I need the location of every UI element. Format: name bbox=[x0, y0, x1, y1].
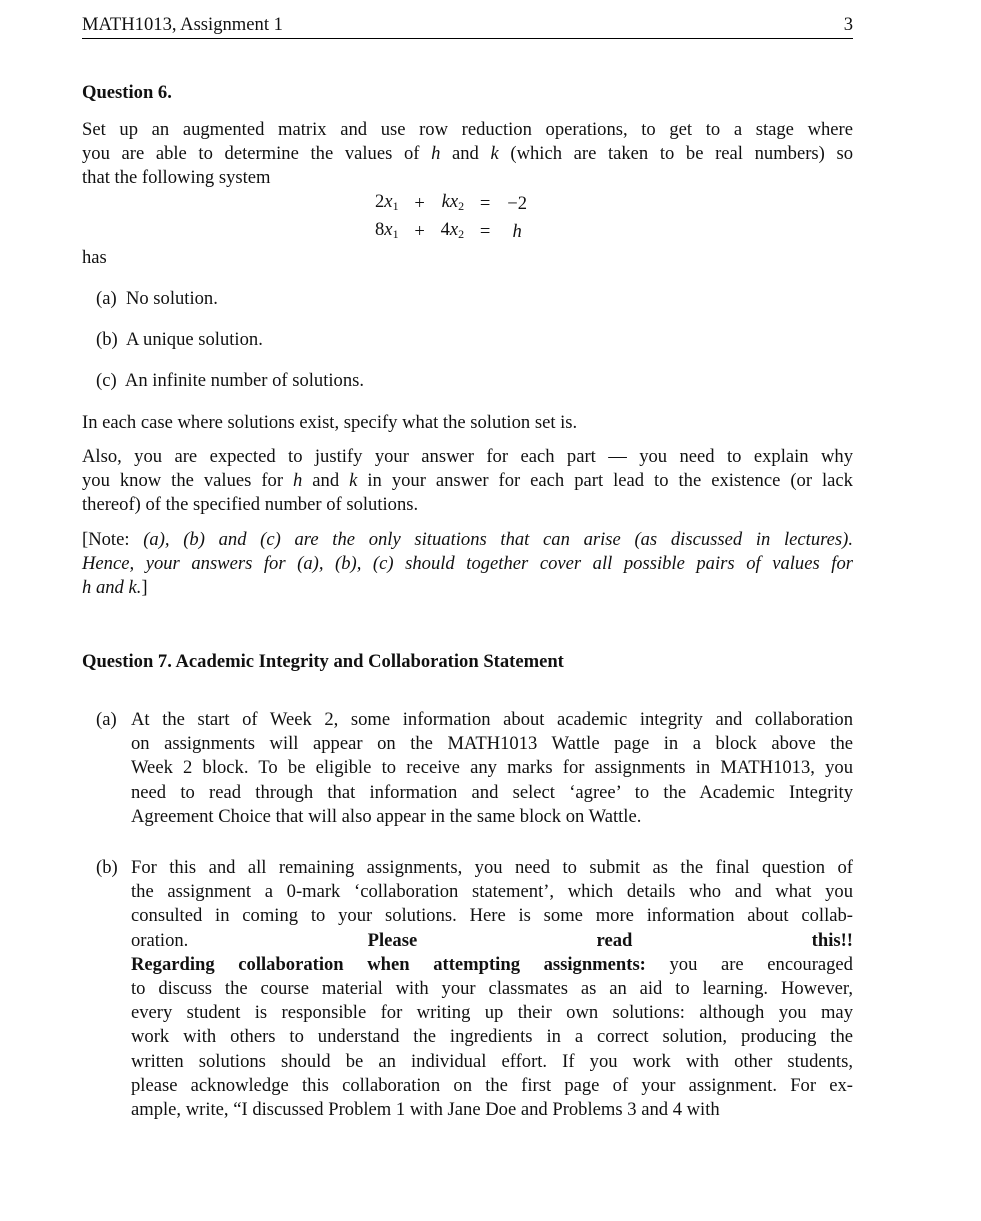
text-run: you are encouraged bbox=[645, 953, 853, 975]
q6-note bbox=[82, 528, 853, 601]
text-line bbox=[82, 493, 853, 517]
page-number: 3 bbox=[843, 14, 853, 35]
part-a: (a) No solution. bbox=[96, 288, 218, 309]
text-run: k bbox=[349, 470, 358, 492]
text-line bbox=[131, 781, 853, 805]
q7-b-text bbox=[131, 856, 853, 1122]
text-line bbox=[131, 1098, 853, 1122]
text-line bbox=[131, 805, 853, 829]
header-title: MATH1013, Assignment 1 bbox=[82, 14, 283, 35]
text-run: ] bbox=[141, 577, 148, 599]
text-line bbox=[131, 1025, 853, 1049]
question-7-heading: Question 7. Academic Integrity and Collaboration Statement bbox=[82, 651, 564, 672]
text-run: in your answer for each part lead to the existence (or lack bbox=[357, 470, 853, 492]
text-run: Please read this!! bbox=[367, 929, 853, 951]
text-line bbox=[131, 708, 853, 732]
text-run: For this and all remaining assignments, you need to submit as the final question of bbox=[131, 857, 853, 878]
text-line bbox=[82, 552, 853, 576]
text-run: every student is responsible for writing up their own solutions: although you may bbox=[131, 1002, 853, 1024]
text-run: Week 2 block. To be eligible to receive any marks for assignments in MATH1013, you bbox=[131, 757, 853, 779]
text-run: on assignments will appear on the MATH1013 Wattle page in a block above the bbox=[131, 733, 853, 755]
text-line bbox=[131, 880, 853, 904]
q7-b-label: (b) bbox=[96, 857, 118, 878]
text-line bbox=[82, 445, 853, 469]
question-6-heading: Question 6. bbox=[82, 82, 172, 103]
text-run: you are able to determine the values of bbox=[82, 143, 432, 165]
text-line bbox=[82, 576, 853, 600]
text-line bbox=[131, 1050, 853, 1074]
text-run: you know the values for bbox=[82, 470, 294, 492]
text-run: [Note: bbox=[82, 529, 144, 550]
text-line bbox=[131, 904, 853, 928]
text-line bbox=[131, 856, 853, 880]
text-run: Agreement Choice that will also appear in the same block on Wattle. bbox=[131, 805, 642, 827]
text-run: please acknowledge this collaboration on the first page of your assignment. For ex- bbox=[131, 1074, 853, 1096]
q6-justify bbox=[82, 445, 853, 518]
text-line bbox=[82, 118, 853, 142]
text-run: At the start of Week 2, some information about academic integrity and collaboration bbox=[131, 709, 853, 730]
text-run: and bbox=[302, 470, 350, 492]
part-c: (c) An infinite number of solutions. bbox=[96, 370, 365, 391]
text-run: Hence, your answers for (a), (b), (c) should together cover all possible pairs of values for bbox=[82, 553, 853, 575]
part-b: (b) A unique solution. bbox=[96, 329, 263, 350]
q6-each-case bbox=[82, 411, 853, 435]
text-line bbox=[131, 953, 853, 977]
text-run: h bbox=[431, 143, 441, 165]
text-line bbox=[82, 142, 853, 166]
text-line bbox=[131, 756, 853, 780]
text-run: thereof) of the specified number of solutions. bbox=[82, 494, 419, 516]
q7-a-label: (a) bbox=[96, 709, 117, 730]
has-text: has bbox=[82, 247, 107, 268]
equation-row: $2x_1$ + $kx_2$ = −2 bbox=[375, 191, 528, 214]
q7-a-text bbox=[131, 708, 853, 829]
text-line bbox=[131, 732, 853, 756]
text-run: that the following system bbox=[82, 167, 271, 189]
text-run: consulted in coming to your solutions. Here is some more information about collab- bbox=[131, 905, 853, 927]
text-line bbox=[82, 166, 853, 190]
text-run: work with others to understand the ingredients in a correct solution, producing the bbox=[131, 1026, 853, 1048]
page-header bbox=[82, 12, 853, 39]
text-run: and bbox=[440, 143, 491, 165]
equation-row: $8x_1$ + $4x_2$ = h bbox=[375, 219, 522, 242]
text-line bbox=[131, 1074, 853, 1098]
text-run: the assignment a 0-mark ‘collaboration statement’, which details who and what you bbox=[131, 881, 853, 903]
text-line bbox=[131, 1001, 853, 1025]
text-run: written solutions should be an individual effort. If you work with other students, bbox=[131, 1050, 853, 1072]
text-line bbox=[82, 411, 853, 435]
q6-intro bbox=[82, 118, 853, 191]
text-run: ample, write, “I discussed Problem 1 with Jane Doe and Problems 3 and 4 with bbox=[131, 1098, 720, 1120]
text-run: Also, you are expected to justify your answer for each part — you need to explain why bbox=[82, 446, 853, 467]
text-line bbox=[82, 528, 853, 552]
text-line bbox=[131, 929, 853, 953]
text-run: Set up an augmented matrix and use row reduction operations, to get to a stage where bbox=[82, 119, 853, 140]
text-run: h bbox=[293, 470, 303, 492]
text-run: Regarding collaboration when attempting assignments: bbox=[131, 953, 646, 975]
text-run: to discuss the course material with your classmates as an aid to learning. However, bbox=[131, 977, 853, 999]
text-run: need to read through that information and select ‘agree’ to the Academic Integrity bbox=[131, 781, 853, 803]
equation-system bbox=[370, 190, 533, 246]
text-line bbox=[131, 977, 853, 1001]
text-run: (a), (b) and (c) are the only situations that can arise (as discussed in lectures). bbox=[143, 529, 853, 550]
text-run: (which are taken to be real numbers) so bbox=[498, 143, 853, 165]
text-run: k bbox=[490, 143, 499, 165]
text-line bbox=[82, 469, 853, 493]
text-run: oration. bbox=[131, 929, 368, 951]
text-run: h and k. bbox=[82, 577, 142, 599]
text-run: In each case where solutions exist, specify what the solution set is. bbox=[82, 412, 578, 433]
